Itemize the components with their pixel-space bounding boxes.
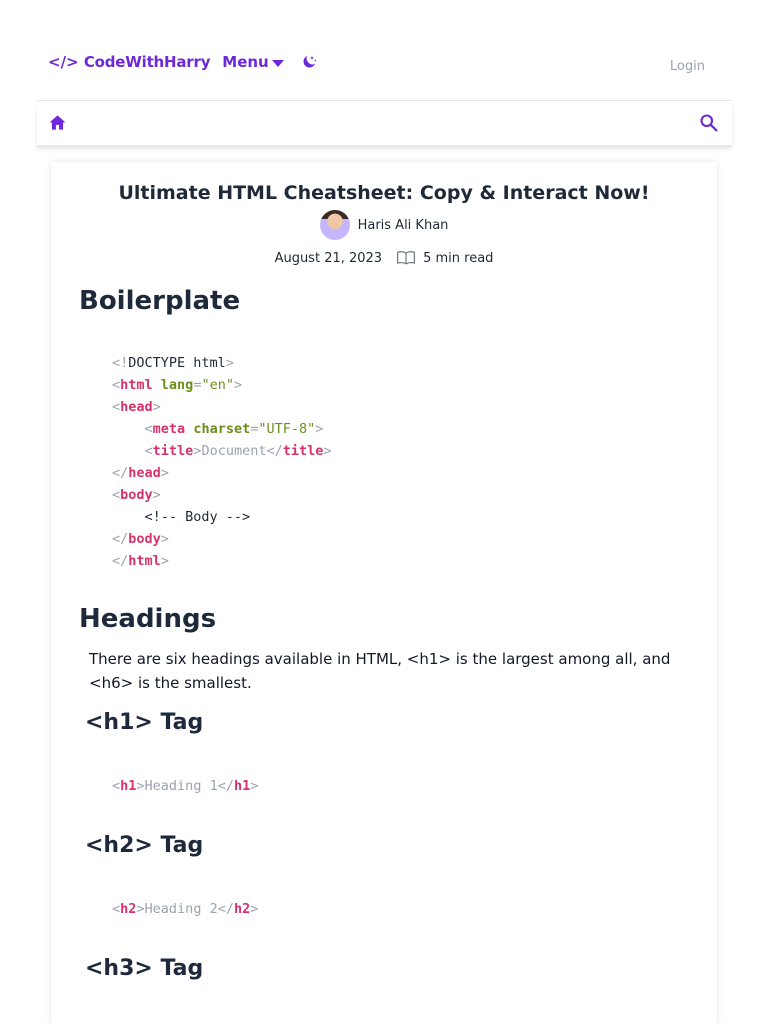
code-block-h2: <h2>Heading 2</h2> xyxy=(112,901,259,917)
code-logo-icon: </> xyxy=(48,53,79,71)
code-block-h1: <h1>Heading 1</h1> xyxy=(112,778,259,794)
code-string: "UTF-8" xyxy=(258,421,316,437)
menu-label: Menu xyxy=(222,53,269,71)
code-tag: h1 xyxy=(233,778,251,794)
section-heading-headings: Headings xyxy=(79,604,217,634)
author-row xyxy=(51,210,717,240)
moon-icon[interactable] xyxy=(300,53,318,71)
section-heading-boilerplate: Boilerplate xyxy=(79,286,241,316)
search-icon[interactable] xyxy=(698,112,719,133)
article-card xyxy=(51,162,717,1024)
code-tag: h2 xyxy=(233,901,251,917)
caret-down-icon xyxy=(272,60,284,67)
code-attr: charset xyxy=(193,421,251,437)
home-icon[interactable] xyxy=(48,113,67,132)
code-string: "en" xyxy=(201,377,234,393)
brand-group xyxy=(48,53,318,71)
code-tag: title xyxy=(152,443,194,459)
article-title: Ultimate HTML Cheatsheet: Copy & Interact Now! xyxy=(118,182,650,204)
top-navbar xyxy=(37,38,732,101)
brand-name: CodeWithHarry xyxy=(83,53,211,71)
code-tag: title xyxy=(282,443,324,459)
book-icon xyxy=(396,250,416,266)
subheading-h1-tag: <h1> Tag xyxy=(85,710,204,735)
code-attr: lang xyxy=(160,377,194,393)
login-link[interactable]: Login xyxy=(669,59,705,74)
code-tag: body xyxy=(120,487,153,503)
code-tag: meta xyxy=(152,421,186,437)
article-meta xyxy=(51,250,717,266)
site-logo[interactable] xyxy=(48,53,210,71)
read-time-label: 5 min read xyxy=(423,250,494,266)
code-comment: <!-- Body --> xyxy=(144,509,251,525)
secondary-toolbar xyxy=(37,101,732,146)
read-time xyxy=(396,250,493,266)
code-tag: body xyxy=(128,531,161,547)
author-name: Haris Ali Khan xyxy=(357,217,449,233)
code-tag: html xyxy=(120,377,153,393)
code-tag: head xyxy=(128,465,161,481)
code-tag: head xyxy=(120,399,153,415)
code-tag: h1 xyxy=(120,778,137,794)
code-doctype: DOCTYPE html xyxy=(128,355,226,371)
subheading-h3-tag: <h3> Tag xyxy=(85,956,204,981)
code-block-boilerplate: <!DOCTYPE html> <html lang="en"> <head> <meta charset="UTF-8"> <title>Document</title> </head> <body> <!-- Body --> </body> </html> xyxy=(112,355,332,569)
code-text: Heading 2 xyxy=(144,901,218,917)
code-text: Heading 1 xyxy=(144,778,218,794)
subheading-h2-tag: <h2> Tag xyxy=(85,833,204,858)
author-avatar[interactable] xyxy=(320,210,350,240)
code-tag: h2 xyxy=(120,901,137,917)
headings-description: There are six headings available in HTML, <h1> is the largest among all, and <h6> is the smallest. xyxy=(89,650,671,692)
code-tag: html xyxy=(128,553,161,569)
publish-date: August 21, 2023 xyxy=(274,250,383,266)
menu-button[interactable] xyxy=(222,53,283,71)
code-text: Document xyxy=(201,443,267,459)
